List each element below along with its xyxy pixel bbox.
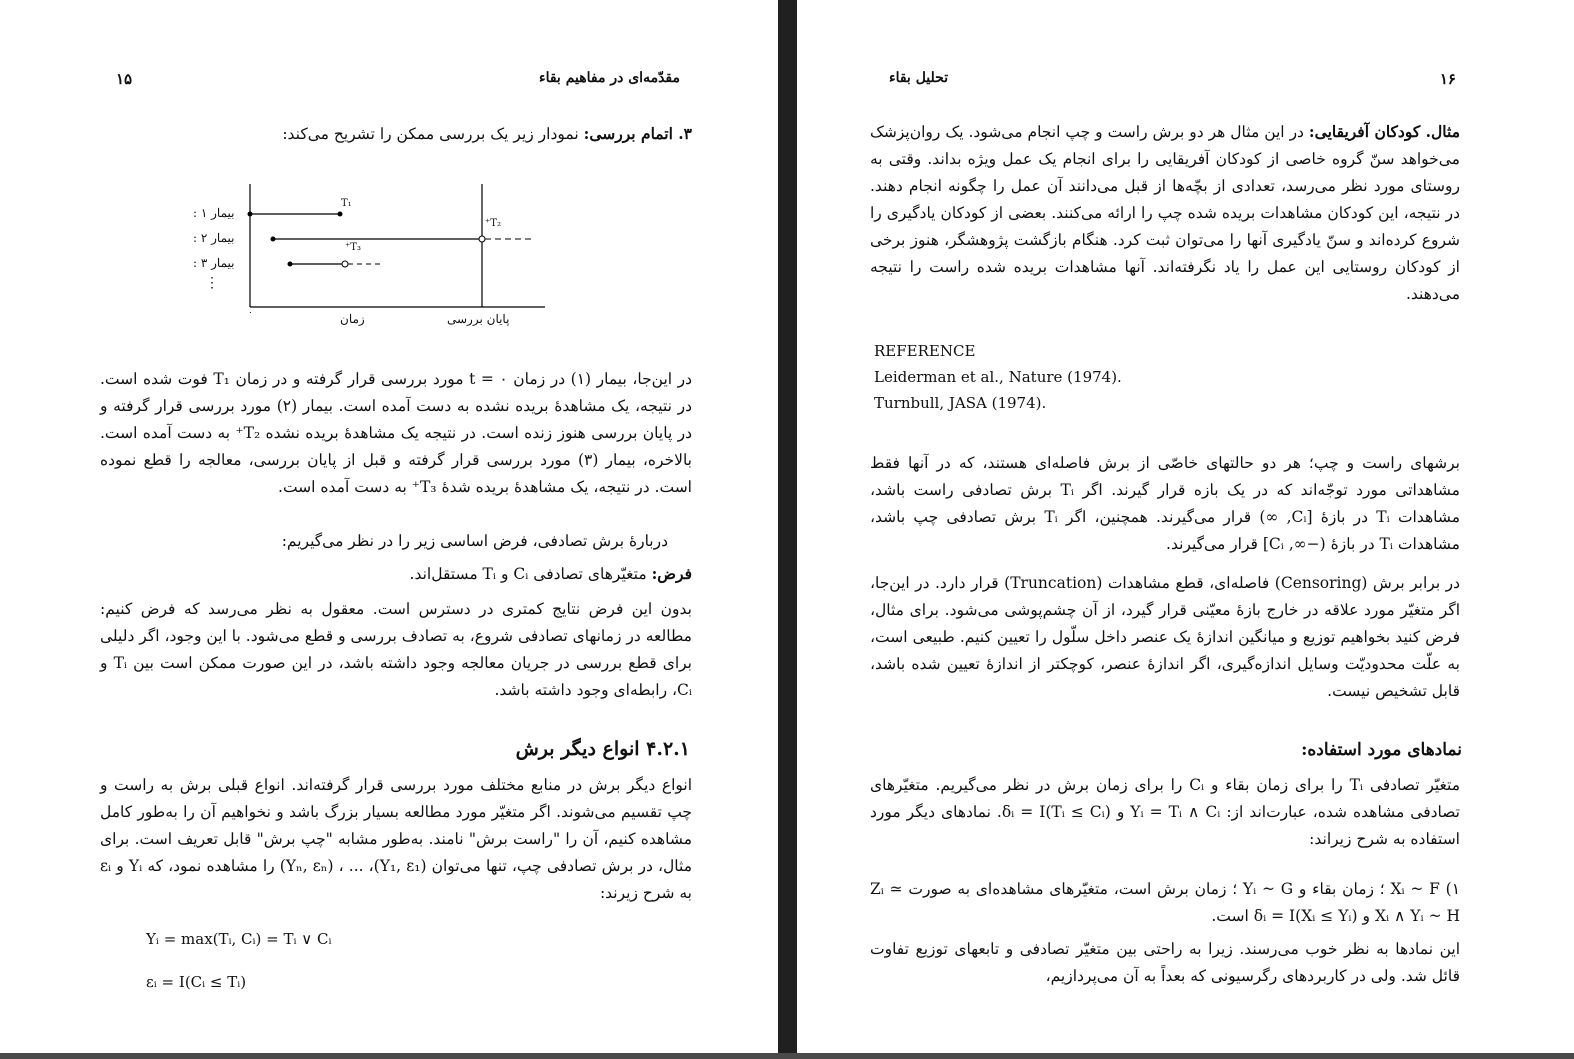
- example-paragraph: مثال. کودکان آفریقایی: در این مثال هر دو برش راست و چپ انجام می‌شود. یک روان‌پزشک می‌خواهد سنّ گروه خاصی از کودکان آفریقایی را برای انجام یک عمل ویژه بداند. وقتی به روستای مورد نظر می‌رسد، تعدادی از بچّه‌ها از قبل می‌دانند آن عمل را چگونه انجام دهند. در نتیجه، این کودکان مشاهدات بریده شده چپ را ارائه می‌کنند. بعضی از کودکان یادگیری را شروع کرده‌اند و سنّ یادگیری آنها را می‌توان ثبت کرد. هنگام بازگشت پژوهشگر، هنوز برخی از کودکان روستایی این عمل را یاد نگرفته‌اند. آنها مشاهدات بریده شده راست را نتیجه می‌دهند.: [870, 122, 1461, 303]
- paragraph: برشهای راست و چپ؛ هر دو حالتهای خاصّی از برش فاصله‌ای هستند، که در آنها فقط مشاهداتی مورد توجّه‌اند که در یک بازه قرار گیرند. اگر Tᵢ برش تصادفی راست باشد، مشاهدات Tᵢ در بازهٔ [Cᵢ, ∞) قرار می‌گیرند. همچنین، اگر Tᵢ برش تصادفی چپ باشد، مشاهدات Tᵢ در بازهٔ (−∞, Cᵢ] قرار می‌گیرند.: [870, 454, 1460, 553]
- paragraph: در این‌جا، بیمار (۱) در زمان t = ۰ مورد بررسی قرار گرفته و در زمان T₁ فوت شده است. در نتیجه، یک مشاهدهٔ بریده نشده به دست آمده است. بیمار (۲) مورد بررسی قرار گرفته و در پایان بررسی هنوز زنده است. در نتیجه یک مشاهدهٔ بریده نشده T₂⁺ به دست آمده است. بالاخره، بیمار (۳) مورد بررسی قرار گرفته و قبل از پایان بررسی، معالجه را قطع نموده است. در نتیجه، یک مشاهدهٔ بریده شدهٔ T₃⁺ به دست آمده است.: [100, 370, 693, 496]
- page-right: [797, 0, 1574, 1059]
- reference-title: REFERENCE: [874, 342, 976, 360]
- time-axis-label: زمان: [340, 312, 365, 326]
- running-head: مقدّمه‌ای در مفاهیم بقاء: [539, 70, 680, 86]
- page-number: ۱۵: [116, 70, 133, 88]
- section3-intro: ۳. اتمام بررسی: نمودار زیر یک بررسی ممکن را تشریح می‌کند:: [282, 124, 692, 143]
- assumption: فرض: متغیّرهای تصادفی Cᵢ و Tᵢ مستقل‌اند.: [409, 564, 692, 583]
- paragraph: در برابر برش (Censoring) فاصله‌ای، قطع مشاهدات (Truncation) قرار دارد. در این‌جا، اگر متغیّر مورد علاقه در خارج بازهٔ معیّنی قرار گیرد، از آن چشم‌پوشی می‌شود. برای مثال، فرض کنید بخواهیم توزیع و میانگین اندازهٔ یک عنصر داخل سلّول را تعیین کنیم. طبیعی است، به علّت محدودیّت وسایل اندازه‌گیری، اگر اندازهٔ عنصر، کوچکتر از اندازهٔ تعیین شده باشد، قابل تشخیص نیست.: [870, 574, 1460, 700]
- patient-2-label: بیمار ۲ :: [193, 231, 235, 245]
- list-item: ۱) Xᵢ ~ F ؛ زمان بقاء و Yᵢ ~ G ؛ زمان برش است، متغیّرهای مشاهده‌ای به صورت Zᵢ ≃ Xᵢ ∧ Yᵢ ~ H و δᵢ = I(Xᵢ ≤ Yᵢ) است.: [870, 880, 1461, 925]
- study-diagram: [185, 182, 545, 332]
- bottom-bar: [0, 1053, 1574, 1059]
- page-number: ۱۶: [1439, 70, 1456, 88]
- reference-item: Leiderman et al., Nature (1974).: [874, 368, 1122, 386]
- paragraph: انواع دیگر برش در منابع مختلف مورد بررسی قرار گرفته‌اند. انواع قبلی برش به راست و چپ تقسیم می‌شوند. اگر متغیّر مورد مطالعه بسیار بزرگ باشد و نخواهیم آن را به‌طور کامل مشاهده کنیم، آن را "راست برش" نامند. به‌طور مشابه "چپ برش" قابل تعریف است. برای مثال، در برش تصادفی چپ، تنها می‌توان (Y₁, ε₁)، ... ، (Yₙ, εₙ) را مشاهده نمود، که Yᵢ و εᵢ به شرح زیرند:: [100, 776, 693, 902]
- section-heading: ۴.۲.۱ انواع دیگر برش: [515, 738, 690, 760]
- paragraph: دربارهٔ برش تصادفی، فرض اساسی زیر را در نظر می‌گیریم:: [281, 532, 668, 550]
- paragraph: بدون این فرض نتایج کمتری در دسترس است. معقول به نظر می‌رسد که فرض کنیم: مطالعه در زمانهای تصادفی شروع، به تصادف بررسی و قطع می‌شود. با این وجود، اگر دلیلی برای قطع بررسی در جریان معالجه وجود داشته باشد، در این صورت ممکن است بین Tᵢ و Cᵢ، رابطه‌ای وجود داشته باشد.: [100, 600, 692, 699]
- origin-label: ۰: [248, 308, 253, 318]
- page-left: [0, 0, 778, 1059]
- symbols-heading: نمادهای مورد استفاده:: [1301, 740, 1462, 760]
- diagram-svg: [185, 182, 545, 332]
- study-end-label: پایان بررسی: [447, 312, 510, 326]
- paragraph: متغیّر تصادفی Tᵢ را برای زمان بقاء و Cᵢ را برای زمان برش در نظر می‌گیریم. متغیّرهای تصادفی مشاهده شده، عبارت‌اند از: Yᵢ = Tᵢ ∧ Cᵢ و δᵢ = I(Tᵢ ≤ Cᵢ). نمادهای دیگر مورد استفاده به شرح زیراند:: [870, 776, 1461, 848]
- t2-label: T₂⁺: [485, 218, 501, 229]
- running-head: تحلیل بقاء: [889, 70, 949, 86]
- t3-label: T₃⁺: [345, 242, 361, 253]
- patient-1-label: بیمار ۱ :: [193, 206, 235, 220]
- formula-y: Yᵢ = max(Tᵢ, Cᵢ) = Tᵢ ∨ Cᵢ: [146, 930, 332, 948]
- paragraph: این نمادها به نظر خوب می‌رسند. زیرا به راحتی بین متغیّر تصادفی و تابعهای توزیع تفاوت قائل شد. ولی در کاربردهای رگرسیونی که بعداً به آن می‌پردازیم،: [870, 940, 1460, 985]
- patient-3-label: بیمار ۳ :: [193, 256, 235, 270]
- reference-item: Turnbull, JASA (1974).: [874, 394, 1047, 412]
- t1-label: T₁: [341, 198, 352, 209]
- formula-epsilon: εᵢ = I(Cᵢ ≤ Tᵢ): [146, 973, 247, 991]
- page-gutter: [778, 0, 797, 1059]
- more-patients-dots: ⋮: [205, 275, 219, 291]
